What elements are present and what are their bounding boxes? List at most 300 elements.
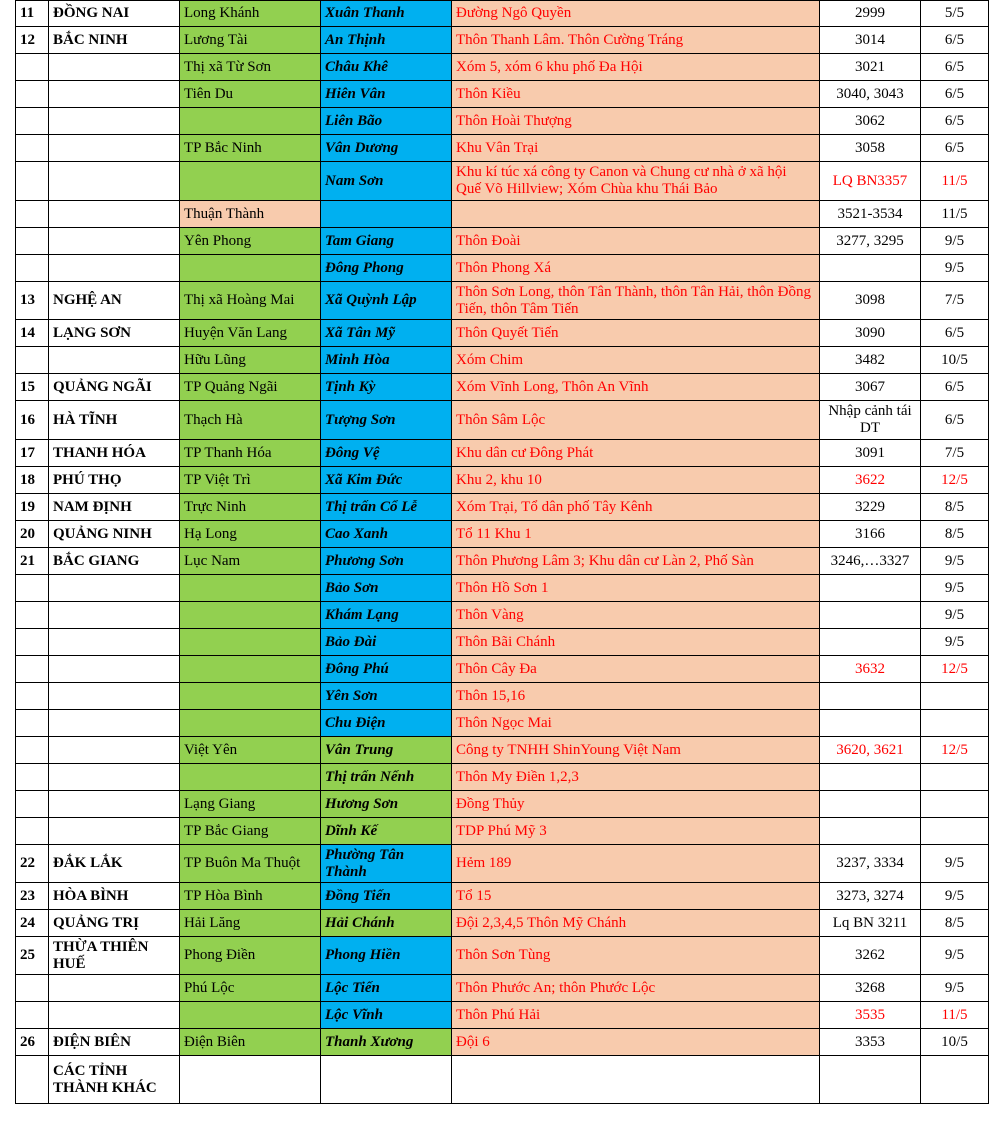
table-row	[16, 467, 989, 494]
table-row	[16, 629, 989, 656]
location-cell: Hẻm 189	[452, 845, 820, 883]
date-cell: 6/5	[921, 108, 989, 135]
province-cell	[49, 764, 180, 791]
province-cell	[49, 54, 180, 81]
commune-cell: Thị trấn Nếnh	[321, 764, 452, 791]
district-cell	[180, 1056, 321, 1104]
commune-cell: Liên Bão	[321, 108, 452, 135]
date-cell: 11/5	[921, 162, 989, 201]
table-row	[16, 1, 989, 27]
row-number	[16, 575, 49, 602]
district-cell: Thị xã Hoàng Mai	[180, 282, 321, 320]
district-cell	[180, 162, 321, 201]
row-number: 21	[16, 548, 49, 575]
case-code-cell: 3091	[820, 440, 921, 467]
table-row	[16, 1029, 989, 1056]
case-code-cell: 3040, 3043	[820, 81, 921, 108]
commune-cell: Đồng Tiến	[321, 883, 452, 910]
table-row	[16, 54, 989, 81]
district-cell	[180, 602, 321, 629]
location-cell: Thôn Ngọc Mai	[452, 710, 820, 737]
row-number: 23	[16, 883, 49, 910]
province-cell: QUẢNG NINH	[49, 521, 180, 548]
date-cell: 11/5	[921, 1002, 989, 1029]
row-number: 12	[16, 27, 49, 54]
row-number: 19	[16, 494, 49, 521]
location-cell	[452, 201, 820, 228]
row-number: 16	[16, 401, 49, 440]
case-code-cell: 3062	[820, 108, 921, 135]
date-cell	[921, 818, 989, 845]
location-cell: Tổ 15	[452, 883, 820, 910]
row-number	[16, 1002, 49, 1029]
district-cell: Điện Biên	[180, 1029, 321, 1056]
row-number: 25	[16, 937, 49, 975]
case-code-cell: 3166	[820, 521, 921, 548]
commune-cell: Xã Quỳnh Lập	[321, 282, 452, 320]
table-row	[16, 656, 989, 683]
row-number	[16, 81, 49, 108]
date-cell: 12/5	[921, 467, 989, 494]
date-cell: 12/5	[921, 737, 989, 764]
commune-cell: Yên Sơn	[321, 683, 452, 710]
district-cell: Thuận Thành	[180, 201, 321, 228]
row-number	[16, 710, 49, 737]
table-row	[16, 320, 989, 347]
province-cell: ĐẮK LẮK	[49, 845, 180, 883]
province-cell	[49, 737, 180, 764]
row-number: 18	[16, 467, 49, 494]
district-cell: TP Quảng Ngãi	[180, 374, 321, 401]
location-cell: Thôn Đoài	[452, 228, 820, 255]
commune-cell: Vân Dương	[321, 135, 452, 162]
row-number	[16, 108, 49, 135]
location-cell: Thôn Bãi Chánh	[452, 629, 820, 656]
table-row	[16, 282, 989, 320]
province-cell: HÀ TĨNH	[49, 401, 180, 440]
table-row	[16, 602, 989, 629]
row-number	[16, 135, 49, 162]
table-row	[16, 228, 989, 255]
case-code-cell	[820, 818, 921, 845]
district-cell: TP Buôn Ma Thuột	[180, 845, 321, 883]
commune-cell: Tịnh Kỳ	[321, 374, 452, 401]
case-code-cell	[820, 764, 921, 791]
table-row	[16, 521, 989, 548]
table-row	[16, 975, 989, 1002]
district-cell: Lục Nam	[180, 548, 321, 575]
province-cell	[49, 710, 180, 737]
province-cell	[49, 791, 180, 818]
location-cell: Xóm Vĩnh Long, Thôn An Vĩnh	[452, 374, 820, 401]
row-number	[16, 737, 49, 764]
district-cell: TP Hòa Bình	[180, 883, 321, 910]
case-code-cell: Nhập cảnh tái DT	[820, 401, 921, 440]
row-number: 13	[16, 282, 49, 320]
case-code-cell	[820, 1056, 921, 1104]
district-cell: Lương Tài	[180, 27, 321, 54]
row-number: 20	[16, 521, 49, 548]
table-row	[16, 401, 989, 440]
province-cell: QUẢNG TRỊ	[49, 910, 180, 937]
district-cell	[180, 575, 321, 602]
district-cell: Việt Yên	[180, 737, 321, 764]
commune-cell: An Thịnh	[321, 27, 452, 54]
province-cell	[49, 228, 180, 255]
province-cell	[49, 683, 180, 710]
case-code-cell: 3246,…3327	[820, 548, 921, 575]
row-number: 14	[16, 320, 49, 347]
case-code-cell	[820, 791, 921, 818]
district-cell	[180, 629, 321, 656]
province-cell: BẮC NINH	[49, 27, 180, 54]
district-cell: Hải Lăng	[180, 910, 321, 937]
date-cell: 9/5	[921, 575, 989, 602]
date-cell	[921, 710, 989, 737]
date-cell: 6/5	[921, 27, 989, 54]
province-cell: QUẢNG NGÃI	[49, 374, 180, 401]
case-code-cell: 3229	[820, 494, 921, 521]
commune-cell: Phương Sơn	[321, 548, 452, 575]
commune-cell: Nam Sơn	[321, 162, 452, 201]
row-number	[16, 347, 49, 374]
table-row	[16, 548, 989, 575]
commune-cell: Đông Phong	[321, 255, 452, 282]
commune-cell: Tượng Sơn	[321, 401, 452, 440]
district-cell	[180, 764, 321, 791]
province-cell	[49, 255, 180, 282]
location-cell: Thôn Sơn Tùng	[452, 937, 820, 975]
province-cell	[49, 629, 180, 656]
table-row	[16, 937, 989, 975]
commune-cell: Bảo Đài	[321, 629, 452, 656]
district-cell: Yên Phong	[180, 228, 321, 255]
location-cell: Thôn 15,16	[452, 683, 820, 710]
row-number	[16, 791, 49, 818]
province-cell: LẠNG SƠN	[49, 320, 180, 347]
row-number	[16, 975, 49, 1002]
date-cell: 7/5	[921, 440, 989, 467]
commune-cell: Minh Hòa	[321, 347, 452, 374]
commune-cell: Bảo Sơn	[321, 575, 452, 602]
location-cell	[452, 1056, 820, 1104]
case-code-cell: 3058	[820, 135, 921, 162]
table-row	[16, 791, 989, 818]
date-cell: 8/5	[921, 494, 989, 521]
district-cell: TP Thanh Hóa	[180, 440, 321, 467]
date-cell	[921, 1056, 989, 1104]
row-number: 11	[16, 1, 49, 27]
commune-cell: Xã Kim Đức	[321, 467, 452, 494]
location-cell: Thôn Phước An; thôn Phước Lộc	[452, 975, 820, 1002]
district-cell: TP Bắc Ninh	[180, 135, 321, 162]
district-cell	[180, 255, 321, 282]
case-code-cell: 3090	[820, 320, 921, 347]
table-row	[16, 1002, 989, 1029]
commune-cell: Lộc Tiến	[321, 975, 452, 1002]
location-cell: Thôn Cây Đa	[452, 656, 820, 683]
location-cell: Khu kí túc xá công ty Canon và Chung cư nhà ở xã hội Quế Võ Hillview; Xóm Chùa khu Thái Bảo	[452, 162, 820, 201]
table-row	[16, 764, 989, 791]
location-cell: Đội 6	[452, 1029, 820, 1056]
row-number	[16, 255, 49, 282]
case-code-cell: 3482	[820, 347, 921, 374]
row-number	[16, 656, 49, 683]
case-code-cell: 3622	[820, 467, 921, 494]
province-cell	[49, 347, 180, 374]
commune-cell: Đông Vệ	[321, 440, 452, 467]
province-cell	[49, 108, 180, 135]
commune-cell: Khám Lạng	[321, 602, 452, 629]
date-cell: 9/5	[921, 228, 989, 255]
location-cell: Thôn Quyết Tiến	[452, 320, 820, 347]
date-cell	[921, 764, 989, 791]
row-number: 24	[16, 910, 49, 937]
commune-cell: Tam Giang	[321, 228, 452, 255]
row-number: 22	[16, 845, 49, 883]
row-number	[16, 201, 49, 228]
commune-cell: Vân Trung	[321, 737, 452, 764]
province-cell: CÁC TỈNH THÀNH KHÁC	[49, 1056, 180, 1104]
outbreak-locations-table	[15, 0, 989, 1104]
table-row	[16, 347, 989, 374]
date-cell	[921, 683, 989, 710]
commune-cell	[321, 201, 452, 228]
location-cell: TDP Phú Mỹ 3	[452, 818, 820, 845]
date-cell: 5/5	[921, 1, 989, 27]
location-cell: Thôn Vàng	[452, 602, 820, 629]
commune-cell: Châu Khê	[321, 54, 452, 81]
table-row	[16, 910, 989, 937]
row-number	[16, 629, 49, 656]
location-cell: Khu dân cư Đông Phát	[452, 440, 820, 467]
district-cell: Hạ Long	[180, 521, 321, 548]
case-code-cell	[820, 575, 921, 602]
row-number	[16, 1056, 49, 1104]
location-cell: Khu Vân Trại	[452, 135, 820, 162]
row-number	[16, 818, 49, 845]
row-number	[16, 764, 49, 791]
province-cell	[49, 81, 180, 108]
date-cell: 8/5	[921, 910, 989, 937]
province-cell: PHÚ THỌ	[49, 467, 180, 494]
date-cell: 9/5	[921, 629, 989, 656]
location-cell: Thôn Hồ Sơn 1	[452, 575, 820, 602]
table-row	[16, 81, 989, 108]
province-cell	[49, 162, 180, 201]
table-row	[16, 575, 989, 602]
case-code-cell: 3098	[820, 282, 921, 320]
case-code-cell	[820, 602, 921, 629]
date-cell: 9/5	[921, 602, 989, 629]
district-cell: Hữu Lũng	[180, 347, 321, 374]
province-cell: NGHỆ AN	[49, 282, 180, 320]
case-code-cell: 3268	[820, 975, 921, 1002]
location-cell: Xóm 5, xóm 6 khu phố Đa Hội	[452, 54, 820, 81]
location-cell: Tổ 11 Khu 1	[452, 521, 820, 548]
commune-cell: Phường Tân Thành	[321, 845, 452, 883]
case-code-cell: 3273, 3274	[820, 883, 921, 910]
date-cell: 6/5	[921, 401, 989, 440]
district-cell	[180, 1002, 321, 1029]
case-code-cell: 3021	[820, 54, 921, 81]
location-cell: Thôn Phương Lâm 3; Khu dân cư Làn 2, Phố Sàn	[452, 548, 820, 575]
date-cell: 9/5	[921, 845, 989, 883]
date-cell: 6/5	[921, 320, 989, 347]
case-code-cell	[820, 710, 921, 737]
commune-cell: Xã Tân Mỹ	[321, 320, 452, 347]
row-number: 26	[16, 1029, 49, 1056]
province-cell	[49, 575, 180, 602]
table-row	[16, 494, 989, 521]
location-cell: Xóm Chim	[452, 347, 820, 374]
district-cell: Huyện Văn Lang	[180, 320, 321, 347]
commune-cell: Dĩnh Kế	[321, 818, 452, 845]
district-cell: Tiên Du	[180, 81, 321, 108]
date-cell: 10/5	[921, 1029, 989, 1056]
date-cell: 6/5	[921, 374, 989, 401]
district-cell	[180, 710, 321, 737]
province-cell	[49, 1002, 180, 1029]
table-row	[16, 845, 989, 883]
location-cell: Khu 2, khu 10	[452, 467, 820, 494]
row-number	[16, 54, 49, 81]
table-row	[16, 135, 989, 162]
location-cell: Thôn My Điền 1,2,3	[452, 764, 820, 791]
location-cell: Thôn Sâm Lộc	[452, 401, 820, 440]
case-code-cell: 3277, 3295	[820, 228, 921, 255]
province-cell: THANH HÓA	[49, 440, 180, 467]
date-cell: 10/5	[921, 347, 989, 374]
table-row	[16, 255, 989, 282]
commune-cell: Phong Hiền	[321, 937, 452, 975]
province-cell	[49, 818, 180, 845]
table-row	[16, 710, 989, 737]
case-code-cell	[820, 255, 921, 282]
commune-cell: Thanh Xương	[321, 1029, 452, 1056]
commune-cell: Hương Sơn	[321, 791, 452, 818]
table-row	[16, 1056, 989, 1104]
province-cell	[49, 656, 180, 683]
commune-cell: Hiên Vân	[321, 81, 452, 108]
case-code-cell: 3353	[820, 1029, 921, 1056]
location-cell: Thôn Hoài Thượng	[452, 108, 820, 135]
district-cell: Thị xã Từ Sơn	[180, 54, 321, 81]
location-cell: Thôn Sơn Long, thôn Tân Thành, thôn Tân Hải, thôn Đồng Tiến, thôn Tâm Tiến	[452, 282, 820, 320]
row-number	[16, 228, 49, 255]
district-cell: Trực Ninh	[180, 494, 321, 521]
date-cell: 9/5	[921, 883, 989, 910]
location-cell: Thôn Phú Hải	[452, 1002, 820, 1029]
case-code-cell: 3067	[820, 374, 921, 401]
table-row	[16, 374, 989, 401]
case-code-cell: 2999	[820, 1, 921, 27]
commune-cell: Hải Chánh	[321, 910, 452, 937]
district-cell: Lạng Giang	[180, 791, 321, 818]
location-cell: Đồng Thủy	[452, 791, 820, 818]
table-row	[16, 27, 989, 54]
date-cell: 11/5	[921, 201, 989, 228]
province-cell: NAM ĐỊNH	[49, 494, 180, 521]
date-cell: 7/5	[921, 282, 989, 320]
date-cell: 9/5	[921, 548, 989, 575]
date-cell: 6/5	[921, 81, 989, 108]
date-cell: 9/5	[921, 937, 989, 975]
case-code-cell: 3262	[820, 937, 921, 975]
district-cell	[180, 656, 321, 683]
province-cell	[49, 135, 180, 162]
date-cell: 6/5	[921, 135, 989, 162]
commune-cell: Lộc Vĩnh	[321, 1002, 452, 1029]
case-code-cell: 3014	[820, 27, 921, 54]
location-cell: Đội 2,3,4,5 Thôn Mỹ Chánh	[452, 910, 820, 937]
district-cell: Long Khánh	[180, 1, 321, 27]
table-row	[16, 737, 989, 764]
case-code-cell: 3521-3534	[820, 201, 921, 228]
case-code-cell: Lq BN 3211	[820, 910, 921, 937]
case-code-cell	[820, 683, 921, 710]
row-number: 17	[16, 440, 49, 467]
province-cell	[49, 975, 180, 1002]
province-cell	[49, 602, 180, 629]
district-cell	[180, 108, 321, 135]
case-code-cell: 3632	[820, 656, 921, 683]
location-cell: Đường Ngô Quyền	[452, 1, 820, 27]
province-cell: ĐỒNG NAI	[49, 1, 180, 27]
table-row	[16, 201, 989, 228]
row-number	[16, 162, 49, 201]
district-cell: Phú Lộc	[180, 975, 321, 1002]
location-cell: Công ty TNHH ShinYoung Việt Nam	[452, 737, 820, 764]
date-cell: 9/5	[921, 975, 989, 1002]
row-number	[16, 683, 49, 710]
table-row	[16, 162, 989, 201]
table-body	[16, 1, 989, 1104]
commune-cell: Cao Xanh	[321, 521, 452, 548]
location-cell: Xóm Trại, Tổ dân phố Tây Kênh	[452, 494, 820, 521]
date-cell: 8/5	[921, 521, 989, 548]
province-cell: BẮC GIANG	[49, 548, 180, 575]
row-number: 15	[16, 374, 49, 401]
table-row	[16, 818, 989, 845]
commune-cell: Xuân Thanh	[321, 1, 452, 27]
commune-cell: Chu Điện	[321, 710, 452, 737]
case-code-cell	[820, 629, 921, 656]
province-cell: HÒA BÌNH	[49, 883, 180, 910]
district-cell	[180, 683, 321, 710]
date-cell: 6/5	[921, 54, 989, 81]
case-code-cell: 3620, 3621	[820, 737, 921, 764]
district-cell: Phong Điền	[180, 937, 321, 975]
commune-cell: Đông Phú	[321, 656, 452, 683]
case-code-cell: LQ BN3357	[820, 162, 921, 201]
province-cell: THỪA THIÊN HUẾ	[49, 937, 180, 975]
date-cell: 9/5	[921, 255, 989, 282]
table-row	[16, 683, 989, 710]
district-cell: TP Bắc Giang	[180, 818, 321, 845]
table-row	[16, 108, 989, 135]
province-cell: ĐIỆN BIÊN	[49, 1029, 180, 1056]
commune-cell: Thị trấn Cổ Lễ	[321, 494, 452, 521]
district-cell: TP Việt Trì	[180, 467, 321, 494]
district-cell: Thạch Hà	[180, 401, 321, 440]
province-cell	[49, 201, 180, 228]
case-code-cell: 3535	[820, 1002, 921, 1029]
table-row	[16, 883, 989, 910]
location-cell: Thôn Thanh Lâm. Thôn Cường Tráng	[452, 27, 820, 54]
table-row	[16, 440, 989, 467]
location-cell: Thôn Kiều	[452, 81, 820, 108]
